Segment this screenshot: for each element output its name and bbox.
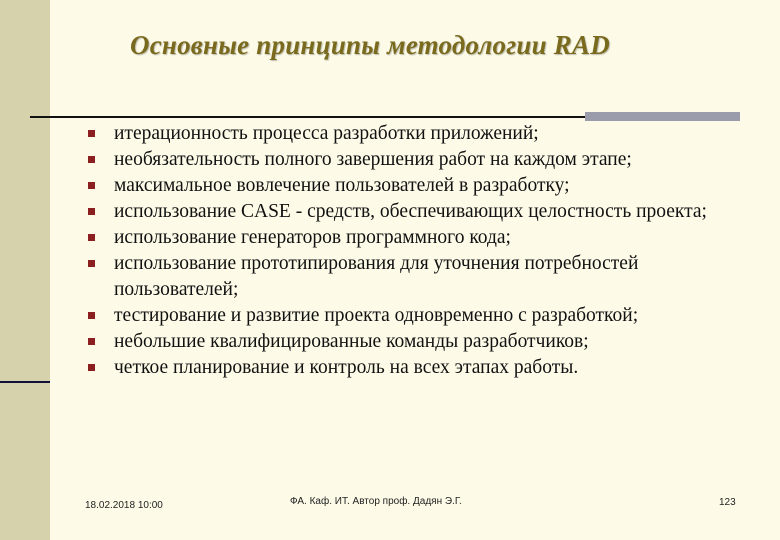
bullet-item bbox=[88, 303, 738, 329]
square-bullet-icon bbox=[88, 364, 95, 371]
left-decor-bar bbox=[0, 0, 50, 540]
title-accent-bar bbox=[585, 112, 740, 121]
square-bullet-icon bbox=[88, 182, 95, 189]
page-number: 123 bbox=[719, 497, 736, 508]
bullet-list bbox=[88, 121, 738, 381]
bullet-item bbox=[88, 121, 738, 147]
bullet-text: тестирование и развитие проекта одновременно с разработкой; bbox=[114, 305, 639, 326]
square-bullet-icon bbox=[88, 156, 95, 163]
bullet-text: четкое планирование и контроль на всех этапах работы. bbox=[114, 357, 579, 378]
bullet-text: итерационность процесса разработки приложений; bbox=[114, 123, 539, 144]
bullet-item bbox=[88, 173, 738, 199]
bullet-item bbox=[88, 199, 738, 225]
bullet-item bbox=[88, 147, 738, 173]
footer-date: 18.02.2018 10:00 bbox=[85, 500, 163, 511]
square-bullet-icon bbox=[88, 338, 95, 345]
bullet-item bbox=[88, 225, 738, 251]
bullet-item bbox=[88, 355, 738, 381]
square-bullet-icon bbox=[88, 208, 95, 215]
square-bullet-icon bbox=[88, 234, 95, 241]
bullet-item bbox=[88, 329, 738, 355]
bullet-text: небольшие квалифицированные команды разработчиков; bbox=[114, 331, 589, 352]
slide-title: Основные принципы методологии RAD bbox=[130, 30, 610, 60]
square-bullet-icon bbox=[88, 130, 95, 137]
bullet-text: необязательность полного завершения работ на каждом этапе; bbox=[114, 149, 632, 170]
square-bullet-icon bbox=[88, 312, 95, 319]
bullet-text: максимальное вовлечение пользователей в разработку; bbox=[114, 175, 570, 196]
bullet-text: использование прототипирования для уточнения потребностей пользователей; bbox=[114, 253, 639, 300]
footer-author: ФА. Каф. ИТ. Автор проф. Дадян Э.Г. bbox=[290, 496, 462, 507]
square-bullet-icon bbox=[88, 260, 95, 267]
left-decor-line bbox=[0, 381, 50, 383]
bullet-text: использование CASE - средств, обеспечивающих целостность проекта; bbox=[114, 201, 707, 222]
bullet-item bbox=[88, 251, 738, 303]
bullet-text: использование генераторов программного кода; bbox=[114, 227, 511, 248]
